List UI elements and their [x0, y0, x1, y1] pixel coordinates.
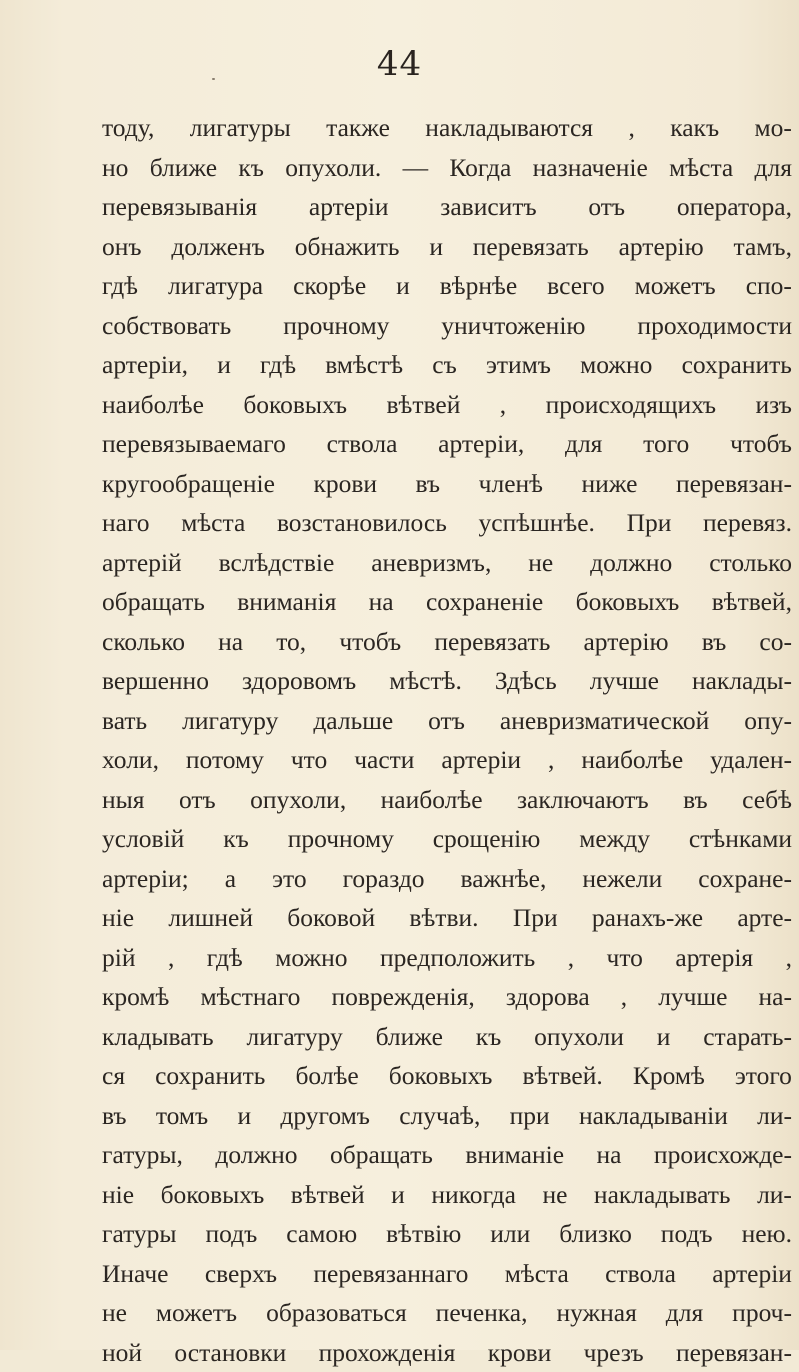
word: боковыхъ — [161, 1175, 265, 1215]
word: артерiю — [619, 227, 704, 267]
word: ниже — [582, 464, 638, 504]
word: вмѣстѣ — [325, 345, 403, 385]
word: артерiи; — [102, 859, 189, 899]
word: не — [542, 1175, 567, 1215]
text-line — [102, 1293, 792, 1333]
word: тамъ, — [733, 227, 791, 267]
word: ближе — [376, 1017, 443, 1057]
word: обращать — [102, 582, 205, 622]
word: проходимости — [637, 306, 792, 346]
word: происхожде- — [654, 1135, 792, 1175]
word: вѣтвей — [291, 1175, 365, 1215]
word: накладываются — [425, 108, 593, 148]
word: и — [217, 345, 231, 385]
word: вѣтвей — [386, 385, 460, 425]
text-line — [102, 385, 792, 425]
word: спо- — [746, 266, 792, 306]
word: рiй — [102, 938, 135, 978]
text-line — [102, 266, 792, 306]
word: себѣ — [742, 780, 792, 820]
word: ной — [102, 1333, 142, 1372]
text-line — [102, 740, 792, 780]
word: прочному — [288, 819, 394, 859]
text-line — [102, 187, 792, 227]
word: съ — [432, 345, 457, 385]
word: къ — [223, 819, 249, 859]
word: перевяз. — [703, 503, 792, 543]
word: можно — [580, 345, 652, 385]
word: При — [627, 503, 672, 543]
word: перевязать — [434, 622, 550, 662]
word: что — [607, 938, 643, 978]
word: для — [755, 148, 792, 188]
word: отъ — [588, 187, 625, 227]
word: Здѣсь — [495, 661, 557, 701]
word: артерiи, — [438, 424, 524, 464]
word: со- — [759, 622, 792, 662]
word: членѣ — [479, 464, 543, 504]
text-line — [102, 227, 792, 267]
word: сохраненiе — [426, 582, 543, 622]
word: въ — [683, 780, 708, 820]
word: кромѣ — [102, 977, 169, 1017]
word: артерiи — [309, 187, 389, 227]
word: въ — [702, 622, 727, 662]
word: старать- — [703, 1017, 792, 1057]
word: между — [579, 819, 650, 859]
word: аневризматической — [500, 701, 709, 741]
word: условiй — [102, 819, 184, 859]
word: вниманiе — [465, 1135, 564, 1175]
word: ся — [102, 1056, 125, 1096]
word: боковыхъ — [576, 582, 680, 622]
text-line — [102, 977, 792, 1017]
word: , — [168, 938, 174, 978]
word: Когда — [449, 148, 511, 188]
word: гдѣ — [102, 266, 138, 306]
word: уничтоженiю — [441, 306, 585, 346]
word: сохранить — [682, 345, 792, 385]
page-number: 44 — [0, 44, 799, 84]
word: также — [326, 108, 390, 148]
word: вниманiя — [237, 582, 336, 622]
word: сохранить — [155, 1056, 265, 1096]
word: и — [238, 1096, 252, 1136]
word: можетъ — [635, 266, 716, 306]
word: нiе — [102, 1175, 134, 1215]
word: накладыванiи — [579, 1096, 728, 1136]
word: мѣстѣ. — [389, 661, 462, 701]
word: проч- — [732, 1293, 792, 1333]
word: части — [354, 740, 414, 780]
word: нiе — [102, 898, 134, 938]
word: обнажить — [295, 227, 400, 267]
word: крови — [313, 464, 377, 504]
word: не — [102, 1293, 127, 1333]
word: поврежденiя, — [332, 977, 475, 1017]
word: , — [621, 977, 627, 1017]
word: для — [666, 1293, 703, 1333]
word: прочному — [283, 306, 389, 346]
word: накладывать — [594, 1175, 731, 1215]
word: скорѣе — [293, 266, 366, 306]
word: должно — [590, 543, 672, 583]
word: успѣшнѣе. — [479, 503, 595, 543]
word: то, — [276, 622, 306, 662]
word: и — [429, 227, 443, 267]
word: , — [628, 108, 634, 148]
word: Иначе — [102, 1254, 169, 1294]
word: въ — [416, 464, 441, 504]
word: этого — [735, 1056, 792, 1096]
word: боковой — [287, 898, 375, 938]
word: тоду, — [102, 108, 154, 148]
word: артерiя — [675, 938, 753, 978]
word: случаѣ, — [399, 1096, 480, 1136]
word: артерiи, — [102, 345, 188, 385]
word: и — [657, 1017, 671, 1057]
word: зависитъ — [440, 187, 536, 227]
word: , — [548, 740, 554, 780]
word: артерiй — [102, 543, 182, 583]
text-line — [102, 1056, 792, 1096]
word: вать — [102, 701, 147, 741]
word: на- — [759, 977, 792, 1017]
word: лигатуру — [182, 701, 278, 741]
word: это — [272, 859, 307, 899]
word: гатуры — [102, 1214, 177, 1254]
text-line — [102, 543, 792, 583]
word: удален- — [710, 740, 792, 780]
word: потому — [186, 740, 264, 780]
word: обращать — [330, 1135, 433, 1175]
word: кладывать — [102, 1017, 214, 1057]
text-line — [102, 938, 792, 978]
word: вѣрнѣе — [440, 266, 517, 306]
word: опу- — [744, 701, 792, 741]
text-line — [102, 1135, 792, 1175]
word: мѣста — [181, 503, 245, 543]
word: можно — [275, 938, 347, 978]
word: отъ — [179, 780, 216, 820]
word: прохожденiя — [319, 1333, 456, 1372]
word: на — [218, 622, 243, 662]
word: При — [513, 898, 558, 938]
word: подъ — [661, 1214, 713, 1254]
word: и — [391, 1175, 405, 1215]
word: перевязан- — [676, 1333, 792, 1372]
text-line — [102, 1333, 792, 1372]
text-line — [102, 701, 792, 741]
body-text — [102, 108, 792, 1372]
word: какъ — [670, 108, 719, 148]
word: гораздо — [343, 859, 425, 899]
word: вершенно — [102, 661, 209, 701]
text-line — [102, 622, 792, 662]
word: отъ — [428, 701, 465, 741]
word: лучше — [658, 977, 727, 1017]
word: можетъ — [156, 1293, 237, 1333]
word: перевязываемаго — [102, 424, 286, 464]
word: дальше — [313, 701, 393, 741]
word: вѣтвей, — [712, 582, 792, 622]
word: вѣтви. — [409, 898, 478, 938]
word: артерiю — [583, 622, 668, 662]
word: Кромѣ — [633, 1056, 705, 1096]
word: сверхъ — [205, 1254, 277, 1294]
word: сохране- — [698, 859, 792, 899]
word: перевязаннаго — [313, 1254, 468, 1294]
word: и — [396, 266, 410, 306]
word: опухоли — [534, 1017, 624, 1057]
word: нежели — [582, 859, 662, 899]
word: — — [403, 148, 429, 188]
word: собствовать — [102, 306, 231, 346]
word: арте- — [737, 898, 792, 938]
word: перевязать — [473, 227, 589, 267]
word: вѣтвей. — [523, 1056, 603, 1096]
word: лигатура — [168, 266, 263, 306]
word: при — [510, 1096, 550, 1136]
word: чтобъ — [730, 424, 792, 464]
word: перевязан- — [676, 464, 792, 504]
word: нужная — [556, 1293, 636, 1333]
word: заключаютъ — [517, 780, 649, 820]
word: никогда — [431, 1175, 516, 1215]
word: самою — [286, 1214, 357, 1254]
word: кругообращенiе — [102, 464, 275, 504]
word: крови — [488, 1333, 552, 1372]
word: этимъ — [486, 345, 551, 385]
word: , — [500, 385, 506, 425]
word: на — [369, 582, 394, 622]
word: изъ — [756, 385, 792, 425]
word: нею. — [742, 1214, 792, 1254]
word: мо- — [755, 108, 792, 148]
word: предположить — [380, 938, 535, 978]
word: мѣста — [669, 148, 733, 188]
word: боковыхъ — [389, 1056, 493, 1096]
word: ствола — [605, 1254, 676, 1294]
word: мѣста — [505, 1254, 569, 1294]
word: а — [225, 859, 236, 899]
word: наиболѣе — [581, 740, 683, 780]
word: оператора, — [677, 187, 792, 227]
word: къ — [476, 1017, 502, 1057]
word: опухоли, — [250, 780, 346, 820]
text-line — [102, 1214, 792, 1254]
word: артерiи — [441, 740, 521, 780]
word: для — [565, 424, 602, 464]
word: къ — [238, 148, 264, 188]
word: гдѣ — [207, 938, 243, 978]
word: онъ — [102, 227, 142, 267]
text-line — [102, 464, 792, 504]
text-line — [102, 582, 792, 622]
word: аневризмъ, — [371, 543, 491, 583]
word: гатуры, — [102, 1135, 183, 1175]
word: что — [291, 740, 327, 780]
word: близко — [559, 1214, 632, 1254]
word: перевязыванiя — [102, 187, 257, 227]
word: лишней — [168, 898, 253, 938]
text-line — [102, 503, 792, 543]
text-line — [102, 424, 792, 464]
word: ли- — [757, 1096, 792, 1136]
word: остановки — [174, 1333, 286, 1372]
word: томъ — [156, 1096, 208, 1136]
word: на — [596, 1135, 621, 1175]
word: печенка, — [436, 1293, 528, 1333]
word: всего — [547, 266, 604, 306]
word: опухоли. — [285, 148, 381, 188]
word: другомъ — [280, 1096, 370, 1136]
word: ближе — [150, 148, 217, 188]
word: долженъ — [171, 227, 265, 267]
text-line — [102, 1096, 792, 1136]
text-line — [102, 345, 792, 385]
word: назначенiе — [533, 148, 648, 188]
word: вѣтвiю — [386, 1214, 461, 1254]
word: холи, — [102, 740, 159, 780]
word: мѣстнаго — [200, 977, 300, 1017]
word: того — [643, 424, 689, 464]
text-line — [102, 819, 792, 859]
word: важнѣе, — [461, 859, 547, 899]
text-line — [102, 780, 792, 820]
word: наклады- — [692, 661, 792, 701]
word: или — [490, 1214, 530, 1254]
text-line — [102, 108, 792, 148]
word: гдѣ — [260, 345, 296, 385]
text-line — [102, 898, 792, 938]
text-line — [102, 859, 792, 899]
text-line — [102, 148, 792, 188]
word: чрезъ — [584, 1333, 644, 1372]
text-line — [102, 306, 792, 346]
word: подъ — [206, 1214, 258, 1254]
word: чтобъ — [339, 622, 401, 662]
text-line — [102, 1017, 792, 1057]
text-line — [102, 1254, 792, 1294]
word: , — [786, 938, 792, 978]
word: вслѣдствiе — [219, 543, 335, 583]
text-line — [102, 661, 792, 701]
word: наго — [102, 503, 150, 543]
word: ствола — [327, 424, 398, 464]
word: возстановилось — [277, 503, 447, 543]
word: боковыхъ — [243, 385, 347, 425]
word: столько — [709, 543, 792, 583]
word: лигатуру — [247, 1017, 343, 1057]
word: не — [528, 543, 553, 583]
word: артерiи — [712, 1254, 792, 1294]
word: образоваться — [266, 1293, 407, 1333]
word: но — [102, 148, 128, 188]
text-line — [102, 1175, 792, 1215]
word: происходящихъ — [546, 385, 717, 425]
word: здоровомъ — [242, 661, 356, 701]
word: , — [568, 938, 574, 978]
word: ныя — [102, 780, 145, 820]
word: ранахъ-же — [592, 898, 703, 938]
word: болѣе — [295, 1056, 358, 1096]
word: наиболѣе — [102, 385, 204, 425]
word: лигатуры — [190, 108, 291, 148]
word: сколько — [102, 622, 185, 662]
word: стѣнками — [689, 819, 792, 859]
word: срощенiю — [433, 819, 541, 859]
word: наиболѣе — [381, 780, 483, 820]
word: въ — [102, 1096, 127, 1136]
word: должно — [215, 1135, 297, 1175]
word: лучше — [590, 661, 659, 701]
word: ли- — [757, 1175, 792, 1215]
word: здорова — [506, 977, 590, 1017]
